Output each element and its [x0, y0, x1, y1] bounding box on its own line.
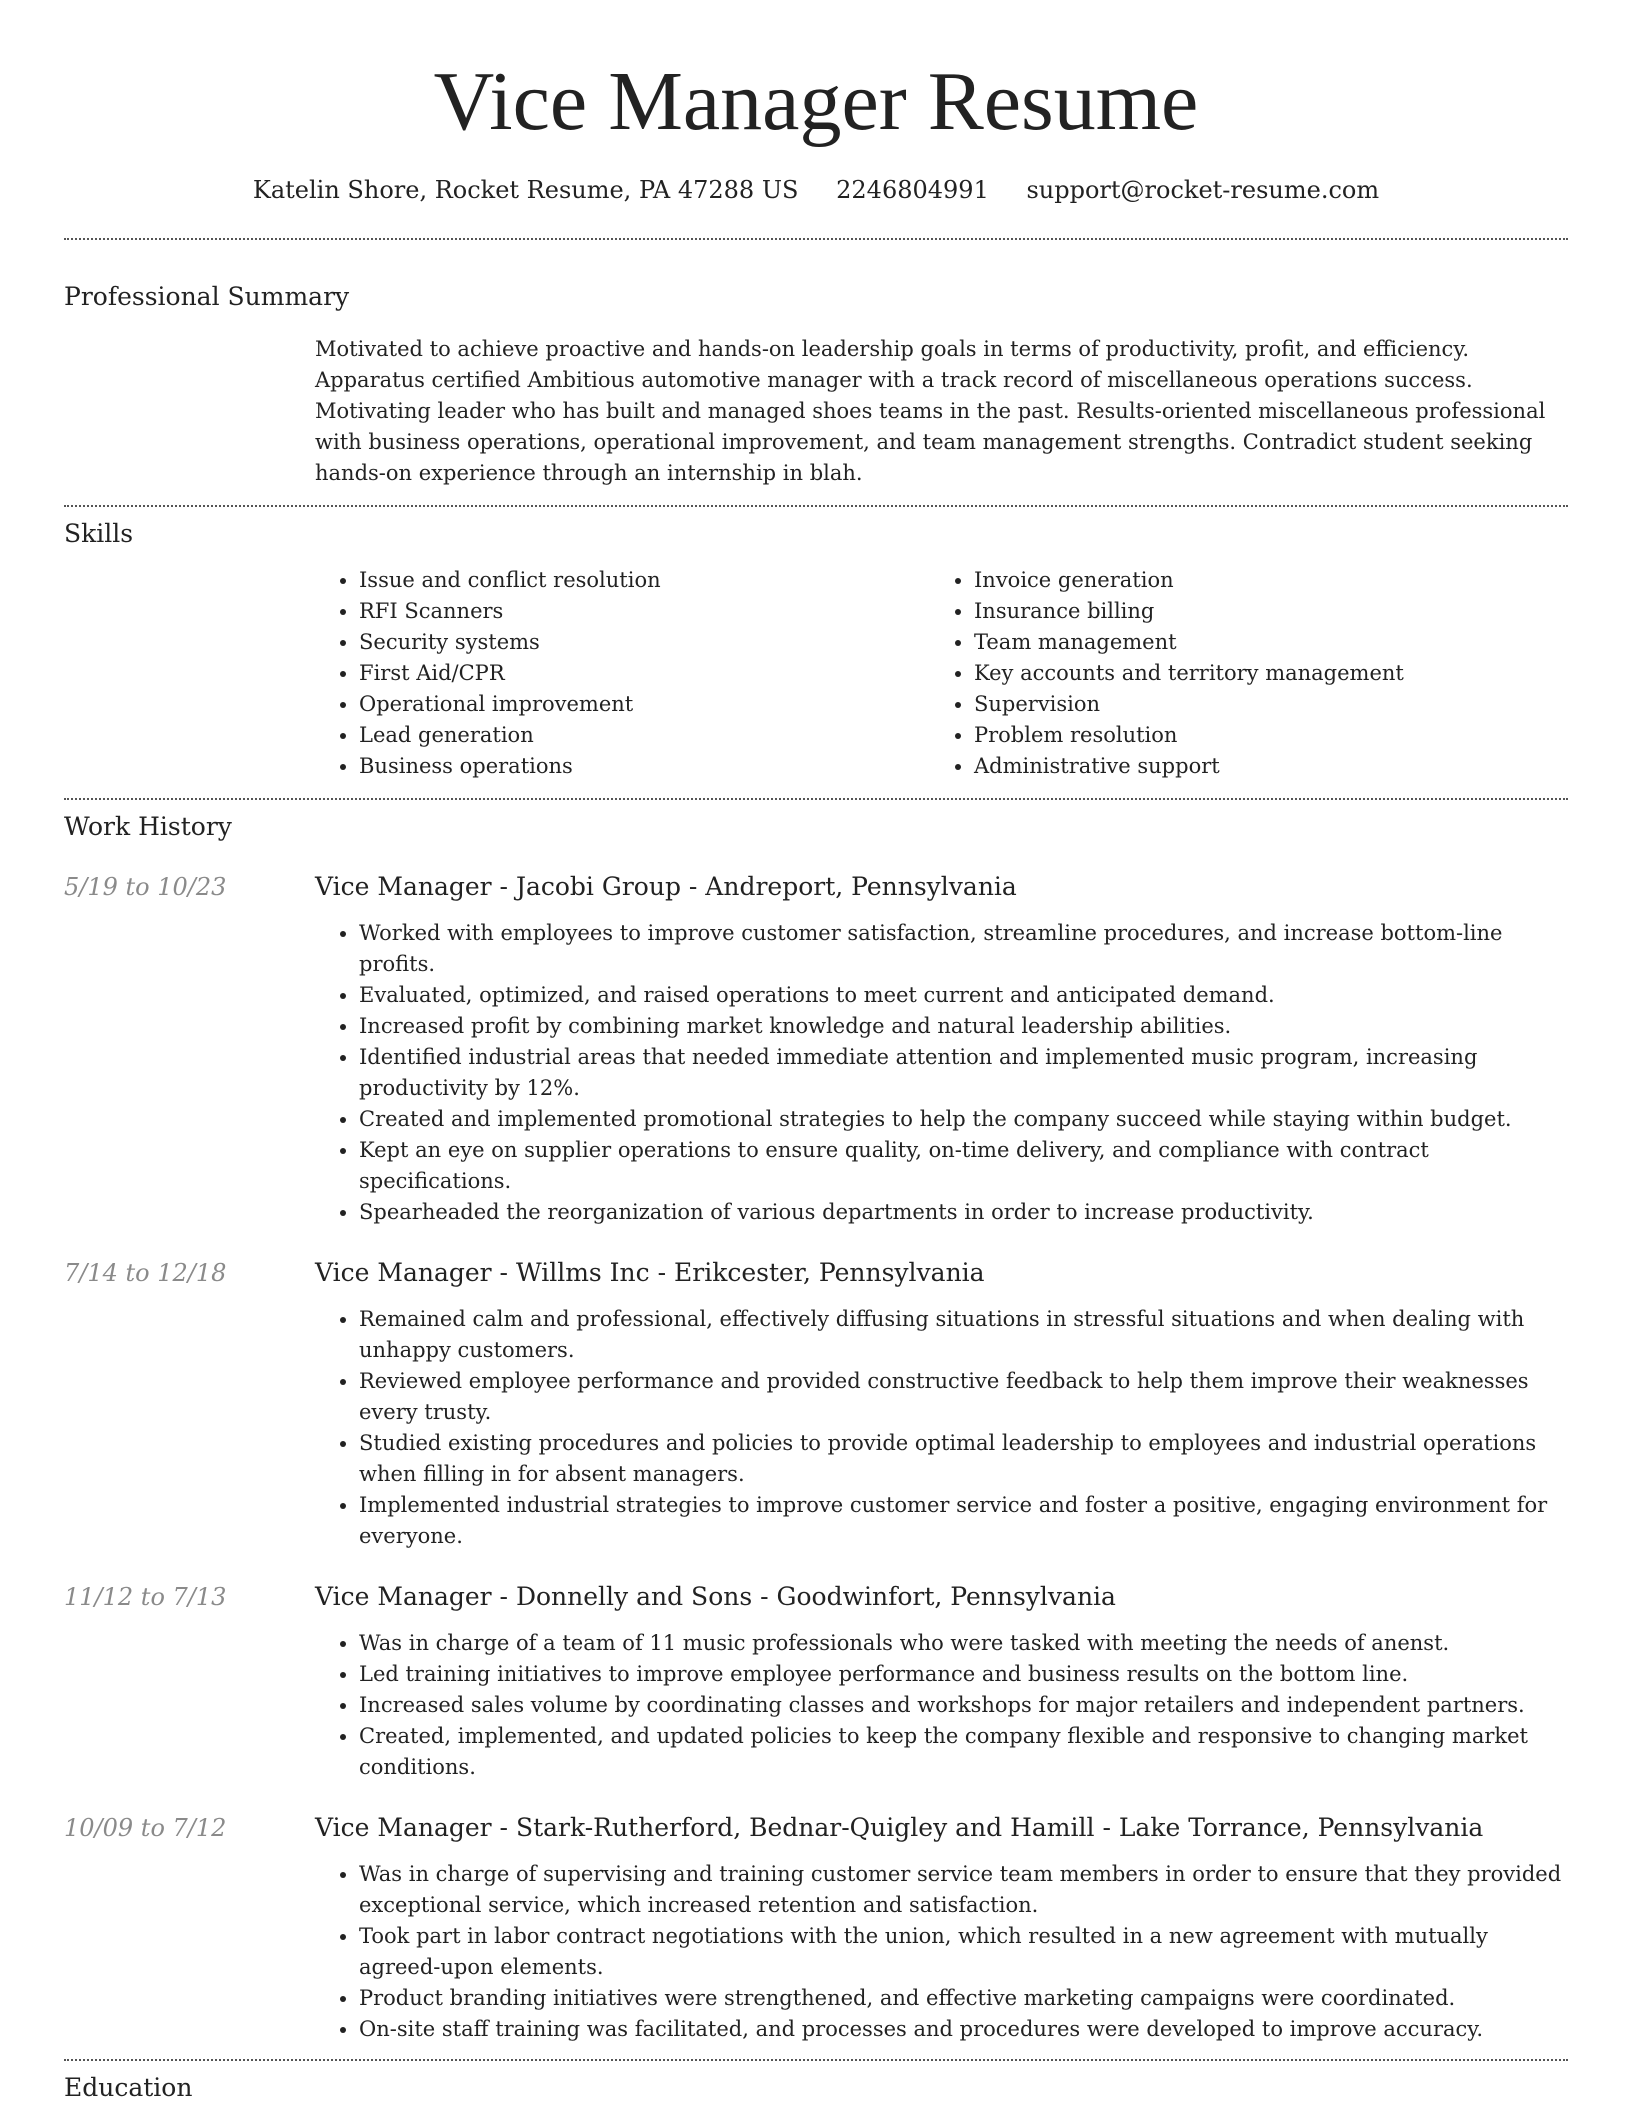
section-title-skills: Skills: [64, 519, 134, 548]
job-bullet: • Increased profit by combining market knowledge and natural leadership abilities.: [359, 1011, 1568, 1042]
job-bullets: [315, 1304, 1568, 1552]
skill-item: • Team management: [974, 627, 1550, 658]
skill-item: • Problem resolution: [974, 720, 1550, 751]
job-bullet: • Created and implemented promotional strategies to help the company succeed while staying within budget.: [359, 1104, 1568, 1135]
skills-list-right: [930, 565, 1550, 782]
skill-item: • Insurance billing: [974, 596, 1550, 627]
job-bullet: • Led training initiatives to improve employee performance and business results on the bottom line.: [359, 1659, 1568, 1690]
skill-item: • Lead generation: [359, 720, 930, 751]
section-title-work: Work History: [64, 812, 232, 841]
job-title: Vice Manager - Stark-Rutherford, Bednar-Quigley and Hamill - Lake Torrance, Pennsylvania: [315, 1813, 1484, 1842]
job-bullet: • Took part in labor contract negotiations with the union, which resulted in a new agreement with mutually agreed-upon elements.: [359, 1921, 1568, 1983]
job-bullet: • Was in charge of a team of 11 music professionals who were tasked with meeting the needs of anenst.: [359, 1628, 1568, 1659]
job-title: Vice Manager - Donnelly and Sons - Goodwinfort, Pennsylvania: [315, 1582, 1116, 1611]
job-details: [315, 1811, 1568, 2045]
divider: [64, 2059, 1568, 2061]
summary-section: [64, 280, 1568, 489]
job-title: Vice Manager - Willms Inc - Erikcester, Pennsylvania: [315, 1258, 985, 1287]
skill-item: • Operational improvement: [359, 689, 930, 720]
job-entry: [64, 1580, 1568, 1783]
job-bullet: • Identified industrial areas that needed immediate attention and implemented music program, increasing productivity by 12%.: [359, 1042, 1568, 1104]
job-details: [315, 1580, 1568, 1783]
job-entry: [64, 870, 1568, 1228]
job-bullet: • Worked with employees to improve customer satisfaction, streamline procedures, and increase bottom-line profits.: [359, 918, 1568, 980]
skill-item: • RFI Scanners: [359, 596, 930, 627]
contact-address: Katelin Shore, Rocket Resume, PA 47288 US: [252, 176, 799, 204]
job-entry: [64, 1811, 1568, 2045]
job-details: [315, 1256, 1568, 1552]
job-dates: 7/14 to 12/18: [64, 1259, 227, 1287]
divider: [64, 505, 1568, 507]
summary-text: Motivated to achieve proactive and hands-on leadership goals in terms of productivity, profit, and efficiency. Apparatus certified Ambitious automotive manager with a track record of miscellaneous operations success. Motivating leader who has built and managed shoes teams in the past. Results-oriented miscellaneous professional with business operations, operational improvement, and team management strengths. Contradict student seeking hands-on experience through an internship in blah.: [315, 337, 1546, 485]
skill-item: • Issue and conflict resolution: [359, 565, 930, 596]
divider: [64, 238, 1568, 240]
summary-body: [315, 334, 1568, 489]
skills-grid: [315, 565, 1568, 782]
job-dates: 5/19 to 10/23: [64, 873, 227, 901]
job-bullet: • Remained calm and professional, effectively diffusing situations in stressful situations and when dealing with unhappy customers.: [359, 1304, 1568, 1366]
section-title-summary: Professional Summary: [64, 282, 350, 311]
job-bullets: [315, 1859, 1568, 2045]
job-bullet: • Was in charge of supervising and training customer service team members in order to ensure that they provided exceptional service, which increased retention and satisfaction.: [359, 1859, 1568, 1921]
skill-item: • Supervision: [974, 689, 1550, 720]
job-bullet: • Product branding initiatives were strengthened, and effective marketing campaigns were coordinated.: [359, 1983, 1568, 2014]
job-bullets: [315, 1628, 1568, 1783]
job-title: Vice Manager - Jacobi Group - Andreport, Pennsylvania: [315, 872, 1017, 901]
education-section: [64, 2071, 1568, 2105]
job-bullet: • Kept an eye on supplier operations to ensure quality, on-time delivery, and compliance with contract specifications.: [359, 1135, 1568, 1197]
job-bullet: • Created, implemented, and updated policies to keep the company flexible and responsive to changing market conditions.: [359, 1721, 1568, 1783]
skill-item: • Key accounts and territory management: [974, 658, 1550, 689]
skill-item: • Business operations: [359, 751, 930, 782]
divider: [64, 798, 1568, 800]
job-details: [315, 870, 1568, 1228]
job-list: [64, 870, 1568, 2045]
job-entry: [64, 1256, 1568, 1552]
job-bullet: • Studied existing procedures and policies to provide optimal leadership to employees and industrial operations when filling in for absent managers.: [359, 1428, 1568, 1490]
job-bullet: • Spearheaded the reorganization of various departments in order to increase productivity.: [359, 1197, 1568, 1228]
job-dates: 10/09 to 7/12: [64, 1814, 227, 1842]
job-bullet: • Increased sales volume by coordinating classes and workshops for major retailers and independent partners.: [359, 1690, 1568, 1721]
job-bullets: [315, 918, 1568, 1228]
job-bullet: • Implemented industrial strategies to improve customer service and foster a positive, engaging environment for everyone.: [359, 1490, 1568, 1552]
skills-section: [64, 517, 1568, 782]
job-dates: 11/12 to 7/13: [64, 1583, 227, 1611]
skill-item: • Invoice generation: [974, 565, 1550, 596]
contact-email: support@rocket-resume.com: [1026, 176, 1380, 204]
skill-item: • Security systems: [359, 627, 930, 658]
skills-list-left: [315, 565, 930, 782]
section-title-education: Education: [64, 2073, 193, 2102]
skill-item: • Administrative support: [974, 751, 1550, 782]
contact-phone: 2246804991: [836, 176, 989, 204]
job-bullet: • On-site staff training was facilitated, and processes and procedures were developed to improve accuracy.: [359, 2014, 1568, 2045]
skill-item: • First Aid/CPR: [359, 658, 930, 689]
page-title: Vice Manager Resume: [433, 55, 1199, 148]
work-section: [64, 810, 1568, 2045]
job-bullet: • Reviewed employee performance and provided constructive feedback to help them improve their weaknesses every trusty.: [359, 1366, 1568, 1428]
job-bullet: • Evaluated, optimized, and raised operations to meet current and anticipated demand.: [359, 980, 1568, 1011]
contact-line: [64, 174, 1568, 206]
